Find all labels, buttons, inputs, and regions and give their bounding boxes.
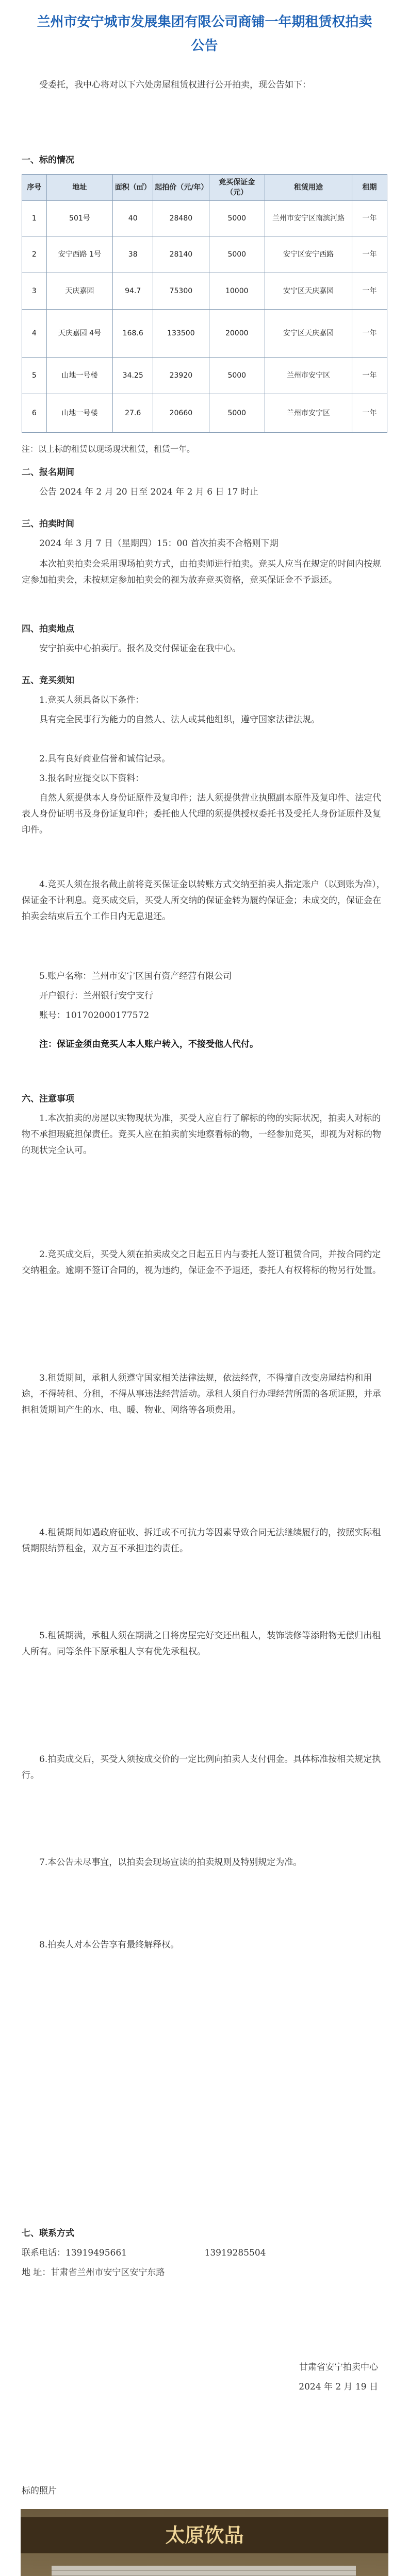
col-header-deposit: 竞买保证金（元） (209, 175, 265, 201)
cell-usage: 安宁区天庆嘉园 (265, 310, 352, 358)
section-auction-time-heading: 三、拍卖时间 (22, 519, 74, 529)
cell-deposit: 5000 (209, 358, 265, 394)
cell-index: 6 (22, 394, 47, 433)
table-row (22, 358, 387, 394)
section-auction-place-heading: 四、拍卖地点 (22, 624, 74, 634)
col-header-index: 序号 (22, 175, 47, 201)
section-notes-heading: 六、注意事项 (22, 1094, 74, 1104)
account-bank: 开户银行：兰州银行安宁支行 (39, 991, 153, 1001)
cell-term: 一年 (352, 394, 387, 433)
cell-start-price: 23920 (153, 358, 209, 394)
notice-3: 3.租赁期间，承租人须遵守国家相关法律法规，依法经营，不得擅自改变房屋结构和用途，不得转租、分租，不得从事违法经营活动。承租人须自行办理经营所需的各项证照，并承担租赁期间产生的水、电、暖、物业、网络等各项费用。 (22, 1373, 381, 1415)
cell-area: 27.6 (113, 394, 153, 433)
photo-1-sign: 太原饮品 (21, 2517, 388, 2553)
section-bidder-notice-heading: 五、竞买须知 (22, 675, 74, 686)
cell-deposit: 5000 (209, 394, 265, 433)
notice-4: 4.租赁期间如遇政府征收、拆迁或不可抗力等因素导致合同无法继续履行的，按照实际租赁期限结算租金，双方互不承担违约责任。 (22, 1528, 381, 1554)
photo-1-shutter (52, 2566, 356, 2576)
page-title: 兰州市安宁城市发展集团有限公司商铺一年期租赁权拍卖公告 (37, 14, 372, 54)
cell-area: 94.7 (113, 273, 153, 310)
notice-1: 1.本次拍卖的房屋以实物现状为准，买受人应自行了解标的物的实际状况，拍卖人对标的物不承担瑕疵担保责任。竞买人应在拍卖前实地察看标的物，一经参加竞买，即视为对标的物的现状完全认可。 (22, 1113, 381, 1156)
bidder-condition-3: 3.报名时应提交以下资料： (39, 773, 144, 784)
cell-term: 一年 (352, 201, 387, 236)
cell-address: 天庆嘉园 (46, 273, 113, 310)
bidder-condition-2: 2.具有良好商业信誉和诚信记录。 (39, 754, 171, 764)
cell-usage: 安宁区安宁西路 (265, 236, 352, 273)
account-name: 5.账户名称：兰州市安宁区国有资产经营有限公司 (39, 971, 232, 981)
cell-area: 40 (113, 201, 153, 236)
cell-deposit: 5000 (209, 201, 265, 236)
intro-paragraph: 受委托，我中心将对以下六处房屋租赁权进行公开拍卖，现公告如下： (39, 80, 311, 90)
signature-org: 甘肃省安宁拍卖中心 (299, 2362, 378, 2372)
bidder-condition-1-detail: 具有完全民事行为能力的自然人、法人或其他组织，遵守国家法律法规。 (39, 715, 320, 725)
contact-phone-2: 13919285504 (204, 2248, 266, 2258)
notice-6: 6.拍卖成交后，买受人须按成交价的一定比例向拍卖人支付佣金。具体标准按相关规定执行。 (22, 1754, 381, 1781)
cell-address: 天庆嘉园 4号 (46, 310, 113, 358)
deposit-rules: 4.竞买人须在报名截止前将竞买保证金以转账方式交纳至拍卖人指定账户（以到账为准），保证金不计利息。竞买成交后，买受人所交纳的保证金转为履约保证金；未成交的，保证金在拍卖会结束后五个工作日内无息退还。 (22, 879, 385, 922)
col-header-area: 面积（㎡） (113, 175, 153, 201)
contact-line (22, 2245, 387, 2261)
cell-term: 一年 (352, 310, 387, 358)
table-row (22, 273, 387, 310)
account-number: 账号：101702000177572 (39, 1010, 150, 1021)
property-photo-1 (21, 2509, 388, 2576)
cell-usage: 安宁区天庆嘉园 (265, 273, 352, 310)
deposit-warning: 注：保证金须由竞买人本人账户转入，不接受他人代付。 (39, 1039, 258, 1049)
contact-address: 地 址：甘肃省兰州市安宁区安宁东路 (22, 2267, 165, 2278)
section-contact-heading: 七、联系方式 (22, 2228, 74, 2239)
contact-label: 联系电话： (22, 2248, 66, 2258)
cell-start-price: 75300 (153, 273, 209, 310)
cell-address: 山地一号楼 (46, 394, 113, 433)
cell-index: 2 (22, 236, 47, 273)
cell-address: 安宁西路 1号 (46, 236, 113, 273)
bidder-documents: 自然人须提供本人身份证原件及复印件；法人须提供营业执照副本原件及复印件、法定代表人身份证明书及身份证复印件；委托他人代理的须提供授权委托书及受托人身份证原件及复印件。 (22, 793, 381, 835)
cell-start-price: 133500 (153, 310, 209, 358)
cell-area: 34.25 (113, 358, 153, 394)
cell-term: 一年 (352, 273, 387, 310)
cell-usage: 兰州市安宁区 (265, 394, 352, 433)
section-registration-heading: 二、报名期间 (22, 467, 74, 478)
cell-deposit: 5000 (209, 236, 265, 273)
table-note: 注：以上标的租赁以现场现状租赁，租赁一年。 (22, 444, 195, 454)
cell-area: 168.6 (113, 310, 153, 358)
signature-date: 2024 年 2 月 19 日 (299, 2382, 378, 2392)
cell-term: 一年 (352, 358, 387, 394)
table-row (22, 394, 387, 433)
auction-method: 本次拍卖拍卖会采用现场拍卖方式，由拍卖师进行拍卖。竞买人应当在规定的时间内按规定参加拍卖会，未按规定参加拍卖会的视为放弃竞买资格，竞买保证金不予退还。 (22, 559, 381, 585)
section-lots-heading: 一、标的情况 (22, 155, 74, 165)
registration-period: 公告 2024 年 2 月 20 日至 2024 年 2 月 6 日 17 时止 (39, 487, 258, 497)
cell-start-price: 20660 (153, 394, 209, 433)
cell-index: 3 (22, 273, 47, 310)
cell-address: 山地一号楼 (46, 358, 113, 394)
cell-usage: 兰州市安宁区 (265, 358, 352, 394)
table-header-row (22, 175, 387, 201)
table-row (22, 201, 387, 236)
cell-term: 一年 (352, 236, 387, 273)
cell-start-price: 28480 (153, 201, 209, 236)
notice-8: 8.拍卖人对本公告享有最终解释权。 (39, 1940, 179, 1950)
table-row (22, 310, 387, 358)
cell-area: 38 (113, 236, 153, 273)
bidder-condition-1: 1.竞买人须具备以下条件： (39, 695, 144, 705)
cell-address: 501号 (46, 201, 113, 236)
cell-index: 4 (22, 310, 47, 358)
notice-2: 2.竞买成交后，买受人须在拍卖成交之日起五日内与委托人签订租赁合同，并按合同约定交纳租金。逾期不签订合同的，视为违约，保证金不予退还，委托人有权将标的物另行处置。 (22, 1249, 381, 1276)
cell-index: 1 (22, 201, 47, 236)
notice-5: 5.租赁期满，承租人须在期满之日将房屋完好交还出租人，装饰装修等添附物无偿归出租人所有。同等条件下原承租人享有优先承租权。 (22, 1631, 381, 1657)
cell-usage: 兰州市安宁区南滨河路 (265, 201, 352, 236)
cell-index: 5 (22, 358, 47, 394)
cell-deposit: 10000 (209, 273, 265, 310)
col-header-start-price: 起拍价（元/年） (153, 175, 209, 201)
col-header-address: 地址 (46, 175, 113, 201)
cell-start-price: 28140 (153, 236, 209, 273)
notice-7: 7.本公告未尽事宜，以拍卖会现场宣读的拍卖规则及特别规定为准。 (39, 1857, 302, 1868)
auction-time: 2024 年 3 月 7 日（星期四）15：00 首次拍卖不合格则下期 (39, 538, 279, 549)
cell-deposit: 20000 (209, 310, 265, 358)
auction-place: 安宁拍卖中心拍卖厅。报名及交付保证金在我中心。 (39, 643, 241, 654)
contact-phone-1: 13919495661 (66, 2248, 127, 2258)
lots-table (22, 174, 387, 433)
table-row (22, 236, 387, 273)
col-header-term: 租期 (352, 175, 387, 201)
col-header-usage: 租赁用途 (265, 175, 352, 201)
photos-label: 标的照片 (22, 2486, 57, 2496)
